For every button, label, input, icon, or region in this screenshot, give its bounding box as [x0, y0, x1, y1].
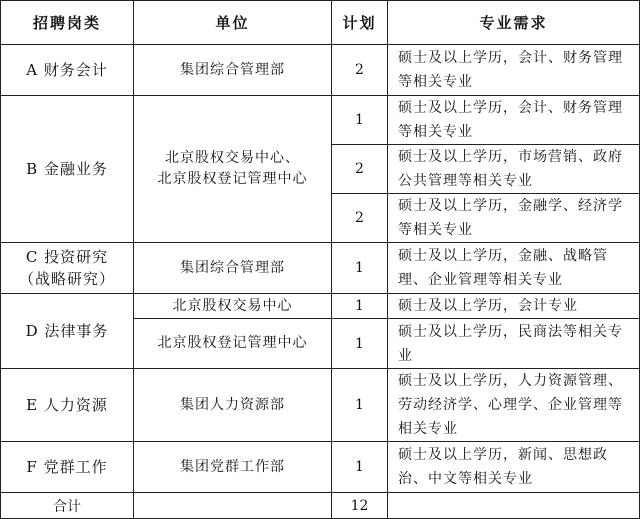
- unit-line: 北京股权交易中心、: [165, 150, 300, 166]
- total-row: [1, 493, 640, 519]
- plan-cell: 1: [332, 243, 388, 294]
- table-row: [1, 45, 640, 96]
- requirement-cell: 硕士及以上学历，民商法等相关专业: [388, 319, 640, 369]
- plan-cell: 1: [332, 442, 388, 493]
- unit-cell: 北京股权登记管理中心: [134, 319, 332, 369]
- requirement-cell: 硕士及以上学历，金融、战略管理、企业管理等相关专业: [388, 243, 640, 294]
- requirement-cell: 硕士及以上学历，人力资源管理、劳动经济学、心理学、企业管理等相关专业: [388, 369, 640, 442]
- category-cell: D 法律事务: [1, 294, 134, 369]
- plan-cell: 2: [332, 194, 388, 243]
- plan-cell: 2: [332, 45, 388, 96]
- total-label: 合计: [1, 493, 134, 519]
- category-cell: B 金融业务: [1, 96, 134, 243]
- plan-cell: 1: [332, 369, 388, 442]
- requirement-cell: 硕士及以上学历，会计、财务管理等相关专业: [388, 96, 640, 145]
- empty-cell: [134, 493, 332, 519]
- requirement-cell: 硕士及以上学历，会计专业: [388, 294, 640, 319]
- table-row: [1, 243, 640, 294]
- unit-cell: 北京股权交易中心: [134, 294, 332, 319]
- unit-cell: 集团综合管理部: [134, 243, 332, 294]
- empty-cell: [388, 493, 640, 519]
- table-row: [1, 369, 640, 442]
- requirement-cell: 硕士及以上学历，新闻、思想政治、中文等相关专业: [388, 442, 640, 493]
- plan-cell: 2: [332, 145, 388, 194]
- plan-cell: 1: [332, 96, 388, 145]
- table-row: [1, 294, 640, 319]
- category-cell: [1, 243, 134, 294]
- category-line: （战略研究）: [18, 270, 115, 288]
- total-value: 12: [332, 493, 388, 519]
- category-line: C 投资研究: [25, 248, 109, 266]
- plan-cell: 1: [332, 319, 388, 369]
- table-row: [1, 442, 640, 493]
- unit-cell: 集团党群工作部: [134, 442, 332, 493]
- category-cell: E 人力资源: [1, 369, 134, 442]
- header-requirement: 专业需求: [388, 1, 640, 45]
- header-plan: 计划: [332, 1, 388, 45]
- unit-cell: [134, 96, 332, 243]
- table-row: [1, 96, 640, 145]
- header-unit: 单位: [134, 1, 332, 45]
- requirement-cell: 硕士及以上学历，会计、财务管理等相关专业: [388, 45, 640, 96]
- plan-cell: 1: [332, 294, 388, 319]
- unit-line: 北京股权登记管理中心: [157, 171, 308, 187]
- header-row: [1, 1, 640, 45]
- requirement-cell: 硕士及以上学历，金融学、经济学等相关专业: [388, 194, 640, 243]
- header-category: 招聘岗类: [1, 1, 134, 45]
- category-cell: A 财务会计: [1, 45, 134, 96]
- requirement-cell: 硕士及以上学历，市场营销、政府公共管理等相关专业: [388, 145, 640, 194]
- category-cell: F 党群工作: [1, 442, 134, 493]
- unit-cell: 集团综合管理部: [134, 45, 332, 96]
- unit-cell: 集团人力资源部: [134, 369, 332, 442]
